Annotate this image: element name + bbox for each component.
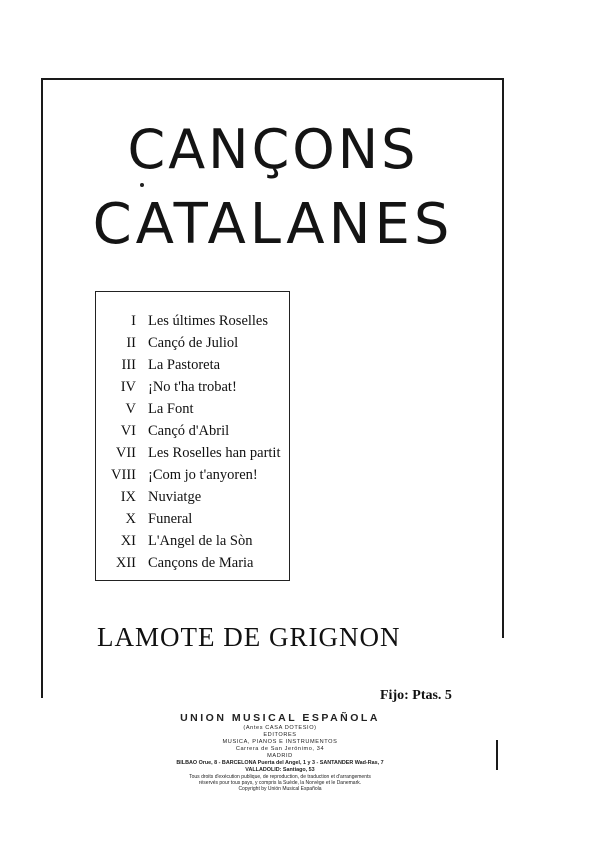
- contents-song-title: ¡No t'ha trobat!: [148, 379, 237, 395]
- frame-right-border: [502, 78, 504, 638]
- contents-item: [96, 508, 289, 530]
- contents-item: [96, 354, 289, 376]
- contents-song-title: Les últimes Roselles: [148, 313, 269, 329]
- frame-top-border: [41, 78, 504, 80]
- rights-notice-1: Tous droits d'exécution publique, de reproduction, de traduction et d'arrangements: [189, 773, 371, 780]
- contents-number: XII: [115, 555, 136, 571]
- contents-item: [96, 376, 289, 398]
- contents-item: [96, 552, 289, 574]
- publisher-role: EDITORES: [263, 732, 297, 739]
- contents-item: [96, 332, 289, 354]
- contents-number: III: [121, 357, 136, 373]
- contents-item: [96, 464, 289, 486]
- publisher-city: MADRID: [267, 753, 293, 760]
- contents-item: [96, 310, 289, 332]
- title-line-2: CATALANES: [92, 192, 454, 257]
- contents-number: X: [125, 511, 136, 527]
- contents-song-title: Cançons de Maria: [148, 555, 254, 571]
- contents-number: IV: [120, 379, 136, 395]
- publisher-former-name: (Antes CASA DOTESIO): [243, 725, 317, 732]
- frame-left-border: [41, 78, 43, 698]
- print-speck: [140, 183, 144, 187]
- contents-number: II: [126, 335, 136, 351]
- contents-item: [96, 398, 289, 420]
- contents-number: VIII: [111, 467, 136, 483]
- contents-song-title: L'Angel de la Sòn: [148, 533, 253, 549]
- copyright-notice: Copyright by Unión Musical Española: [238, 786, 322, 793]
- contents-list: [96, 292, 289, 574]
- rights-notice-2: réservés pour tous pays, y compris la Suède, la Norvège et le Danemark.: [198, 779, 362, 786]
- contents-song-title: Cançó d'Abril: [148, 423, 230, 439]
- contents-number: XI: [120, 533, 136, 549]
- contents-song-title: La Pastoreta: [148, 357, 221, 373]
- publisher-branches: BILBAO Orue, 8 - BARCELONA Puerta del Angel, 1 y 3 - SANTANDER Wad-Ras, 7: [176, 760, 384, 767]
- contents-number: VII: [115, 445, 136, 461]
- contents-number: VI: [120, 423, 136, 439]
- contents-number: V: [125, 401, 136, 417]
- composer-name: LAMOTE DE GRIGNON: [97, 622, 401, 652]
- contents-song-title: Nuviatge: [148, 489, 202, 505]
- contents-song-title: Cançó de Juliol: [148, 335, 239, 351]
- contents-box: [95, 291, 290, 581]
- contents-item: [96, 420, 289, 442]
- publisher-branches-2: VALLADOLID: Santiago, 53: [245, 766, 315, 773]
- contents-song-title: La Font: [148, 401, 194, 417]
- contents-item: [96, 530, 289, 552]
- contents-number: I: [131, 313, 136, 329]
- contents-song-title: Funeral: [148, 511, 193, 527]
- publisher-address: Carrera de San Jerónimo, 34: [235, 746, 325, 753]
- frame-right-border-lower: [496, 740, 498, 770]
- contents-song-title: Les Roselles han partit: [148, 445, 281, 461]
- price-label: Fijo: Ptas. 5: [380, 688, 452, 703]
- contents-item: [96, 442, 289, 464]
- publisher-imprint: [130, 712, 430, 792]
- title-line-1: CANÇONS: [127, 118, 419, 181]
- contents-item: [96, 486, 289, 508]
- contents-number: IX: [120, 489, 136, 505]
- publisher-trade: MUSICA, PIANOS E INSTRUMENTOS: [222, 739, 338, 746]
- publisher-name: UNION MUSICAL ESPAÑOLA: [180, 712, 380, 724]
- contents-song-title: ¡Com jo t'anyoren!: [148, 467, 258, 483]
